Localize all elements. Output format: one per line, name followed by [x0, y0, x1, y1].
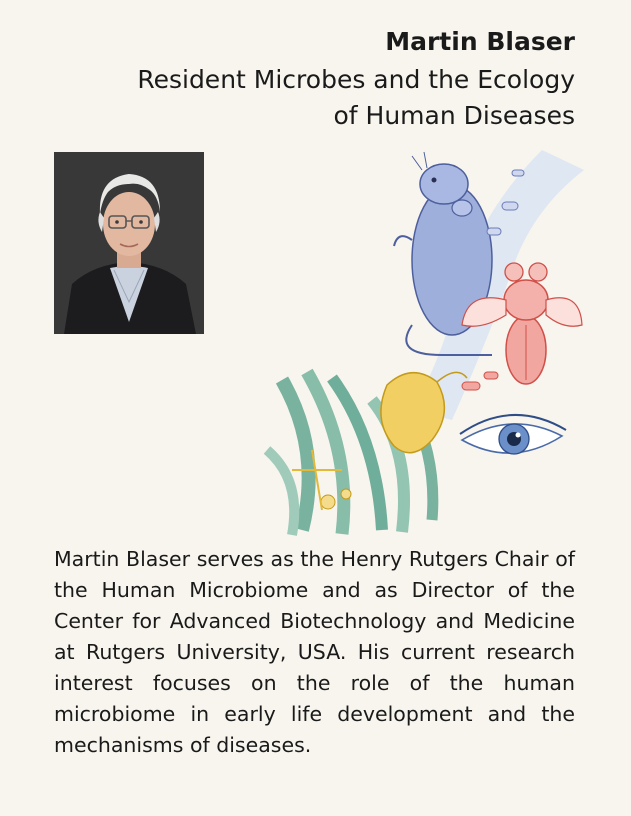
talk-title-line-2: of Human Diseases [333, 101, 575, 130]
microbiome-illustration [262, 150, 584, 542]
talk-title [137, 62, 575, 134]
speaker-bio: Martin Blaser serves as the Henry Rutgers Chair of the Human Microbiome and as Director of the Center for Advanced Biotechnology and Medicine at Rutgers University, USA. His current research interest focuses on the role of the human microbiome in early life development and the mechanisms of diseases. [54, 547, 575, 757]
person-portrait-icon [54, 152, 204, 334]
page-header [137, 24, 575, 134]
microbiome-illustration-icon [262, 150, 584, 542]
talk-title-line-1: Resident Microbes and the Ecology [137, 65, 575, 94]
speaker-name: Martin Blaser [385, 27, 575, 56]
speaker-portrait [54, 152, 204, 334]
